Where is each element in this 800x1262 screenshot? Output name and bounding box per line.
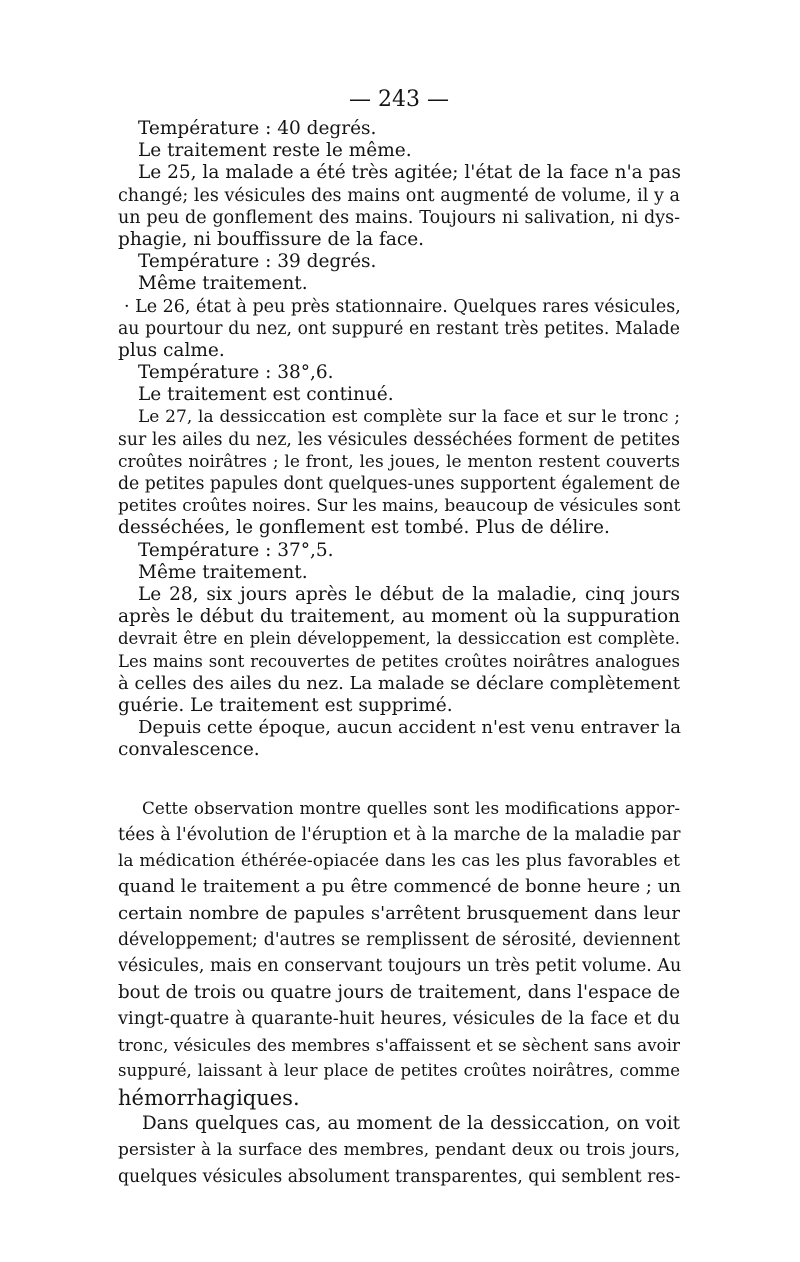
text-line: Température : 37°,5. [138, 539, 334, 561]
text-line: devrait être en plein développement, la dessiccation est complète. [118, 629, 680, 649]
paragraph-gap [118, 761, 680, 795]
text-line: tronc, vésicules des membres s'affaissent et se sèchent sans avoir [118, 1035, 680, 1056]
text-line: après le début du traitement, au moment où la suppuration [118, 606, 680, 628]
commentary-text [118, 795, 680, 1189]
text-line: guérie. Le traitement est supprimé. [118, 694, 453, 716]
text-line: quand le traitement a pu être commencé de bonne heure ; un [118, 876, 681, 898]
text-line: Les mains sont recouvertes de petites croûtes noirâtres analogues [118, 651, 680, 671]
text-line: Température : 38°,6. [138, 362, 334, 384]
text-line: Cette observation montre quelles sont les modifications appor- [142, 798, 680, 819]
text-line: certain nombre de papules s'arrêtent brusquement dans leur [118, 902, 680, 924]
text-line: à celles des ailes du nez. La malade se déclare complètement [118, 672, 680, 694]
text-line: de petites papules dont quelques-unes supportent également de [118, 474, 681, 494]
text-line: persister à la surface des membres, pendant deux ou trois jours, [118, 1140, 680, 1161]
page-content [118, 84, 680, 1190]
text-line: hémorrhagiques. [118, 1085, 300, 1110]
page-number: — 243 — [349, 87, 449, 112]
text-line: Même traitement. [138, 561, 308, 583]
text-line: phagie, ni bouffissure de la face. [118, 228, 425, 250]
case-notes [118, 118, 680, 761]
text-line: au pourtour du nez, ont suppuré en restant très petites. Malade [118, 318, 680, 339]
text-line: sur les ailes du nez, les vésicules desséchées forment de petites [118, 429, 680, 450]
text-line: Même traitement. [138, 273, 308, 295]
text-line: Depuis cette époque, aucun accident n'est venu entraver la [138, 717, 681, 739]
text-line: Le 27, la dessiccation est complète sur la face et sur le tronc ; [138, 407, 680, 428]
text-line: · Le 26, état à peu près stationnaire. Quelques rares vésicules, [124, 296, 681, 317]
text-line: vésicules, mais en conservant toujours un très petit volume. Au [118, 956, 682, 977]
text-line: Le 28, six jours après le début de la maladie, cinq jours [138, 583, 680, 605]
text-line: desséchées, le gonflement est tombé. Plus de délire. [118, 517, 610, 539]
text-line: Le traitement est continué. [138, 384, 394, 406]
text-line: développement; d'autres se remplissent de sérosité, deviennent [118, 929, 680, 950]
text-line: vingt-quatre à quarante-huit heures, vésicules de la face et du [118, 1008, 680, 1029]
text-line: quelques vésicules absolument transparentes, qui semblent res- [118, 1166, 681, 1187]
text-line: bout de trois ou quatre jours de traitement, dans l'espace de [118, 981, 681, 1003]
text-line: tées à l'évolution de l'éruption et à la marche de la maladie par [118, 824, 681, 845]
text-line: Le traitement reste le même. [138, 140, 412, 162]
text-line: convalescence. [118, 739, 260, 761]
text-line: plus calme. [118, 339, 225, 361]
text-line: croûtes noirâtres ; le front, les joues, le menton restent couverts [118, 451, 680, 472]
text-line: la médication éthérée-opiacée dans les cas les plus favorables et [118, 851, 680, 872]
text-line: changé; les vésicules des mains ont augmenté de volume, il y a [118, 185, 680, 206]
text-line: Dans quelques cas, au moment de la dessiccation, on voit [142, 1113, 680, 1134]
text-line: un peu de gonflement des mains. Toujours ni salivation, ni dys- [118, 207, 680, 228]
text-line: petites croûtes noires. Sur les mains, beaucoup de vésicules sont [118, 496, 681, 517]
text-line: suppuré, laissant à leur place de petites croûtes noirâtres, comme [118, 1061, 680, 1081]
text-line: Le 25, la malade a été très agitée; l'état de la face n'a pas [138, 162, 681, 184]
text-line: Température : 40 degrés. [138, 118, 377, 139]
text-line: Température : 39 degrés. [138, 251, 377, 273]
